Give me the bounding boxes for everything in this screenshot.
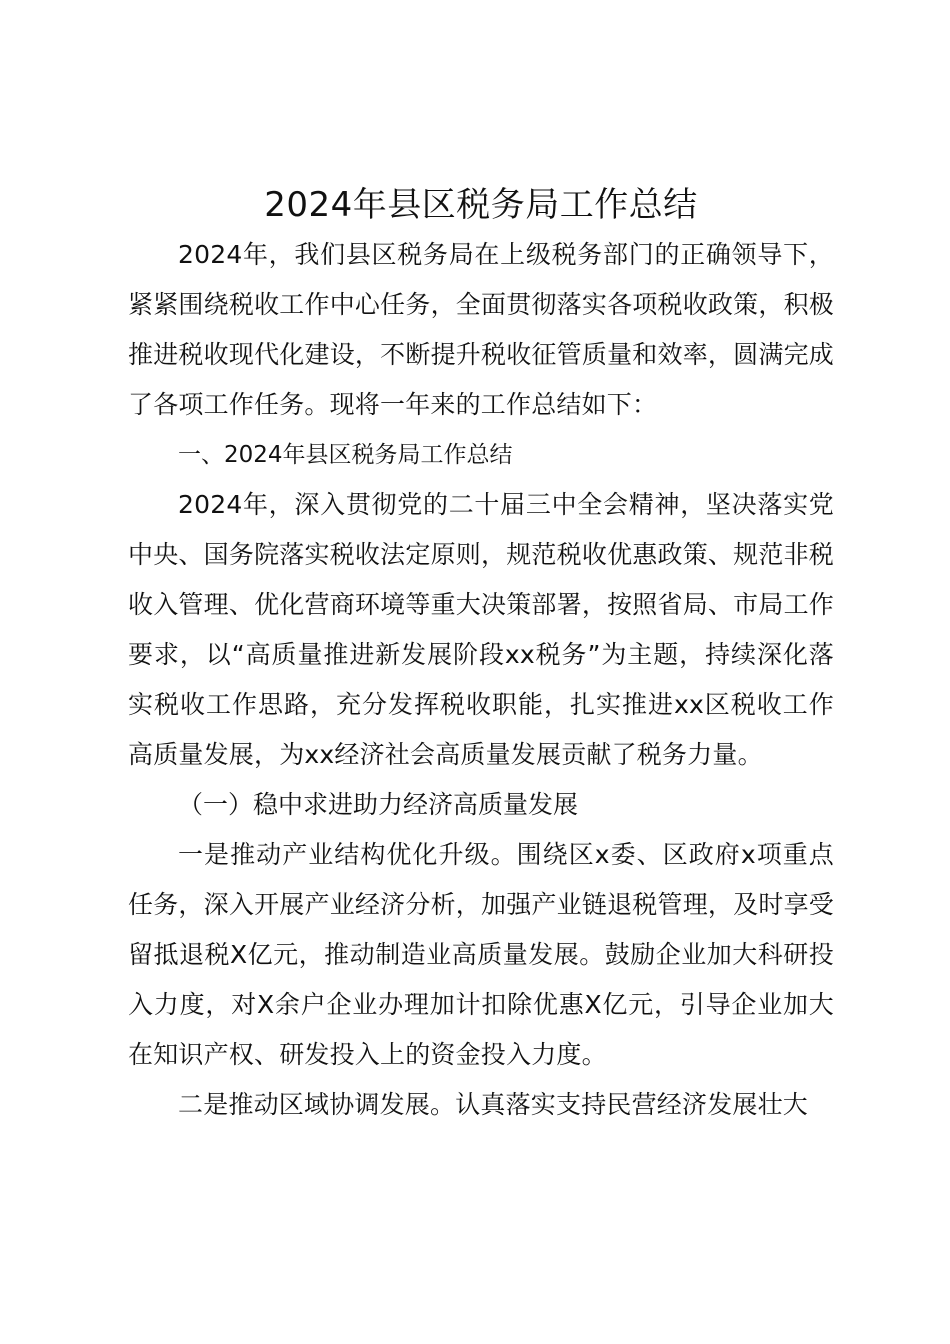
point-paragraph-2: 二是推动区域协调发展。认真落实支持民营经济发展壮大 bbox=[178, 1090, 809, 1119]
section-heading: 一、2024年县区税务局工作总结 bbox=[178, 442, 513, 468]
document-body bbox=[128, 180, 834, 1130]
point-paragraph-1: 一是推动产业结构优化升级。围绕区x委、区政府x项重点任务，深入开展产业经济分析，加强产业链退税管理，及时享受留抵退税X亿元，推动制造业高质量发展。鼓励企业加大科研投入力度，对X余户企业办理加计扣除优惠X亿元，引导企业加大在知识产权、研发投入上的资金投入力度。 bbox=[128, 840, 834, 1069]
document-title: 2024年县区税务局工作总结 bbox=[264, 185, 698, 225]
intro-paragraph: 2024年，我们县区税务局在上级税务部门的正确领导下，紧紧围绕税收工作中心任务，全面贯彻落实各项税收政策，积极推进税收现代化建设，不断提升税收征管质量和效率，圆满完成了各项工作任务。现将一年来的工作总结如下： bbox=[128, 240, 834, 419]
section-body-paragraph: 2024年，深入贯彻党的二十届三中全会精神，坚决落实党中央、国务院落实税收法定原则，规范税收优惠政策、规范非税收入管理、优化营商环境等重大决策部署，按照省局、市局工作要求，以“高质量推进新发展阶段xx税务”为主题，持续深化落实税收工作思路，充分发挥税收职能，扎实推进xx区税收工作高质量发展，为xx经济社会高质量发展贡献了税务力量。 bbox=[128, 490, 834, 769]
subsection-heading: （一）稳中求进助力经济高质量发展 bbox=[178, 790, 579, 819]
